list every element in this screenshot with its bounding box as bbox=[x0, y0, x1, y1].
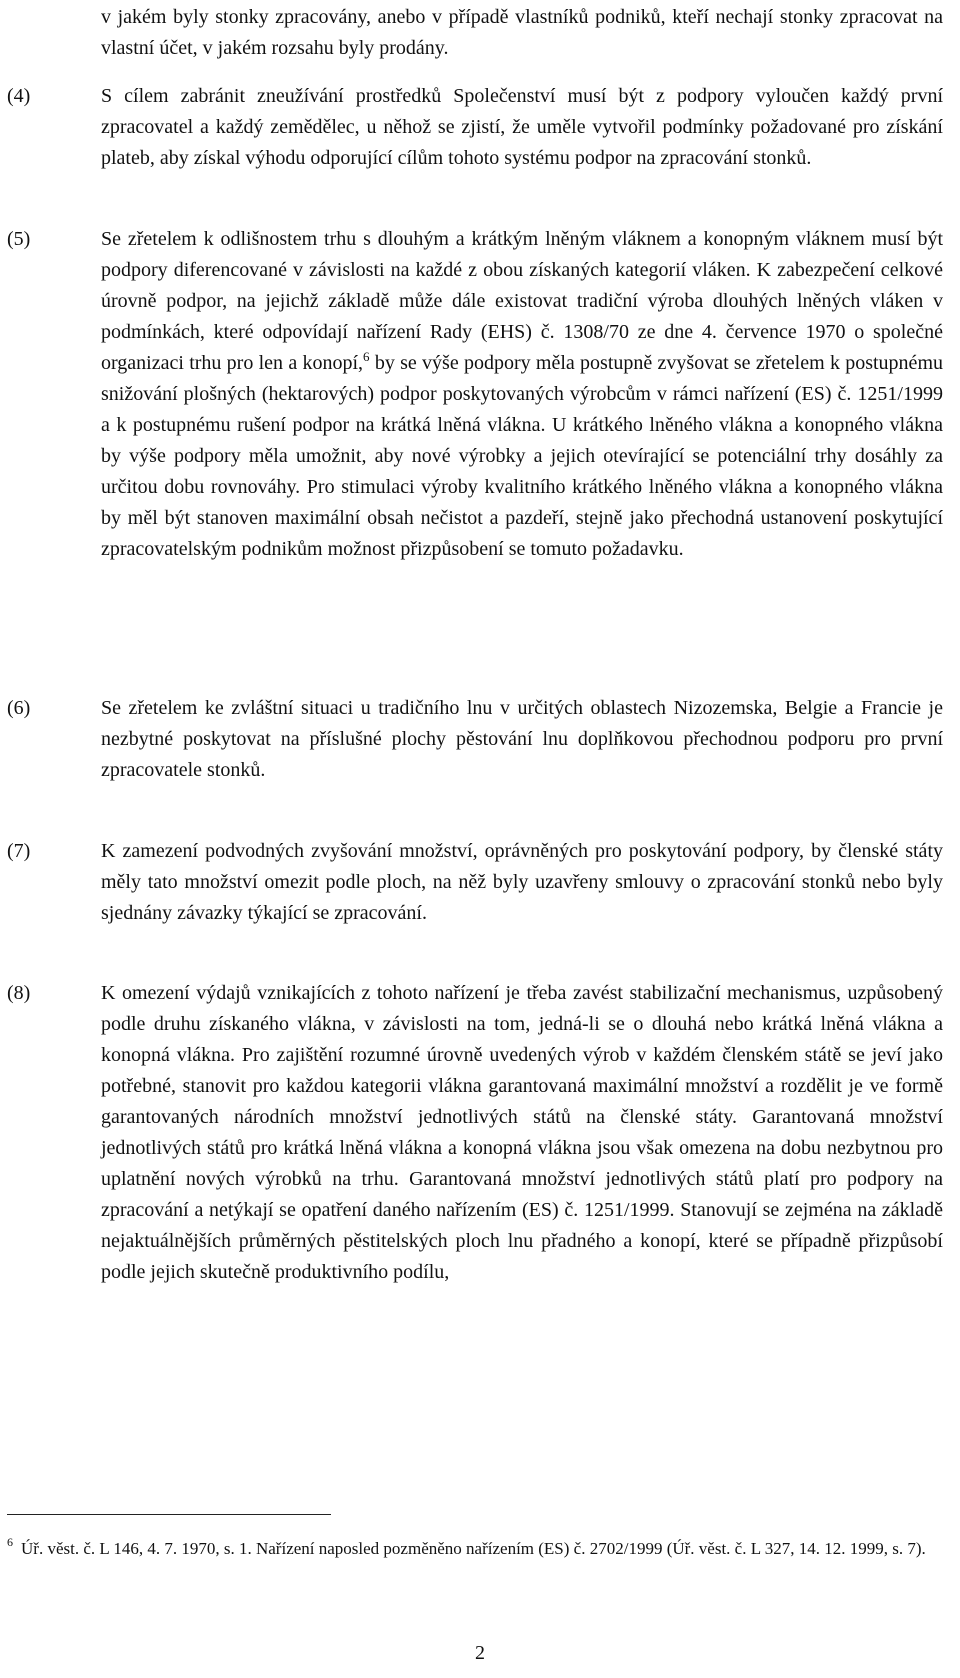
footnote-separator bbox=[7, 1514, 331, 1515]
footnote-mark: 6 bbox=[7, 1535, 13, 1549]
recital-text-part: Se zřetelem k odlišnostem trhu s dlouhým a krátkým lněným vláknem a konopným vláknem musí být podpory diferencované v závislosti na každé z obou získaných kategorií vláken. K zabezpečení celkové úrovně podpor, na jejichž základě může dále existovat tradiční výroba dlouhých lněných vláken v podmínkách, které odpovídají nařízení Rady (EHS) č. 1308/70 ze dne 4. července 1970 o společné organizaci trhu pro len a konopí, bbox=[101, 228, 943, 374]
recital-text: K omezení výdajů vznikajících z tohoto nařízení je třeba zavést stabilizační mechanismus, uzpůsobený podle druhu získaného vlákna, v závislosti na tom, jedná-li se o dlouhá nebo krátká lněná vlákna a konopná vlákna. Pro zajištění rozumné úrovně uvedených výrob v každém členském státě se jeví jako potřebné, stanovit pro každou kategorii vlákna garantovaná maximální množství a rozdělit je ve formě garantovaných národních množství jednotlivých států na členské státy. Garantovaná množství jednotlivých států pro krátká lněná vlákna a konopná vlákna jsou však omezena na dobu nezbytnou pro uplatnění nových výrobků na trhu. Garantovaná množství jednotlivých států platí pro podpory na zpracování a netýkají se opatření daného nařízením (ES) č. 1251/1999. Stanovují se zejména na základě nejaktuálnějších průměrných pěstitelských ploch lnu přadného a konopí, které se případně přizpůsobí podle jejich skutečně produktivního podílu, bbox=[101, 982, 943, 1283]
recital-text: S cílem zabránit zneužívání prostředků Společenství musí být z podpory vyloučen každý první zpracovatel a každý zemědělec, u něhož se zjistí, že uměle vytvořil podmínky požadované pro získání plateb, aby získal výhodu odporující cílům tohoto systému podpor na zpracování stonků. bbox=[101, 85, 943, 169]
footnote-reference[interactable]: 6 bbox=[363, 349, 370, 364]
page-number: 2 bbox=[475, 1642, 485, 1664]
recital-text: Se zřetelem ke zvláštní situaci u tradičního lnu v určitých oblastech Nizozemska, Belgie a Francie je nezbytné poskytovat na příslušné plochy pěstování lnu doplňkovou přechodnou podporu pro první zpracovatele stonků. bbox=[101, 697, 943, 781]
intro-paragraph: v jakém byly stonky zpracovány, anebo v případě vlastníků podniků, kteří nechají stonky zpracovat na vlastní účet, v jakém rozsahu byly prodány. bbox=[101, 6, 943, 59]
recital-number: (7) bbox=[7, 840, 31, 862]
recital-text: K zamezení podvodných zvyšování množství, oprávněných pro poskytování podpory, by členské státy měly tato množství omezit podle ploch, na něž byly uzavřeny smlouvy o zpracování stonků nebo byly sjednány závazky týkající se zpracování. bbox=[101, 840, 943, 924]
recital-text-part: by se výše podpory měla postupně zvyšovat se zřetelem k postupnému snižování plošných (hektarových) podpor poskytovaných výrobcům v rámci nařízení (ES) č. 1251/1999 a k postupnému rušení podpor na krátká lněná vlákna. U krátkého lněného vlákna a konopného vlákna by výše podpory měla umožnit, aby nové výrobky a jejich otevírající se potenciální trhy dosáhly za určitou dobu rovnováhy. Pro stimulaci výroby kvalitního krátkého lněného vlákna a konopného vlákna by měl být stanoven maximální obsah nečistot a pazdeří, stejně jako přechodná ustanovení poskytující zpracovatelským podnikům možnost přizpůsobení se tomuto požadavku. bbox=[101, 352, 943, 560]
recital-text bbox=[101, 224, 943, 565]
footnote-text: Úř. věst. č. L 146, 4. 7. 1970, s. 1. Nařízení naposled pozměněno nařízením (ES) č. 2702/1999 (Úř. věst. č. L 327, 14. 12. 1999, s. 7). bbox=[21, 1539, 926, 1558]
recital-number: (8) bbox=[7, 982, 31, 1004]
recital-number: (5) bbox=[7, 228, 31, 250]
recital-number: (6) bbox=[7, 697, 31, 719]
recital-number: (4) bbox=[7, 85, 31, 107]
